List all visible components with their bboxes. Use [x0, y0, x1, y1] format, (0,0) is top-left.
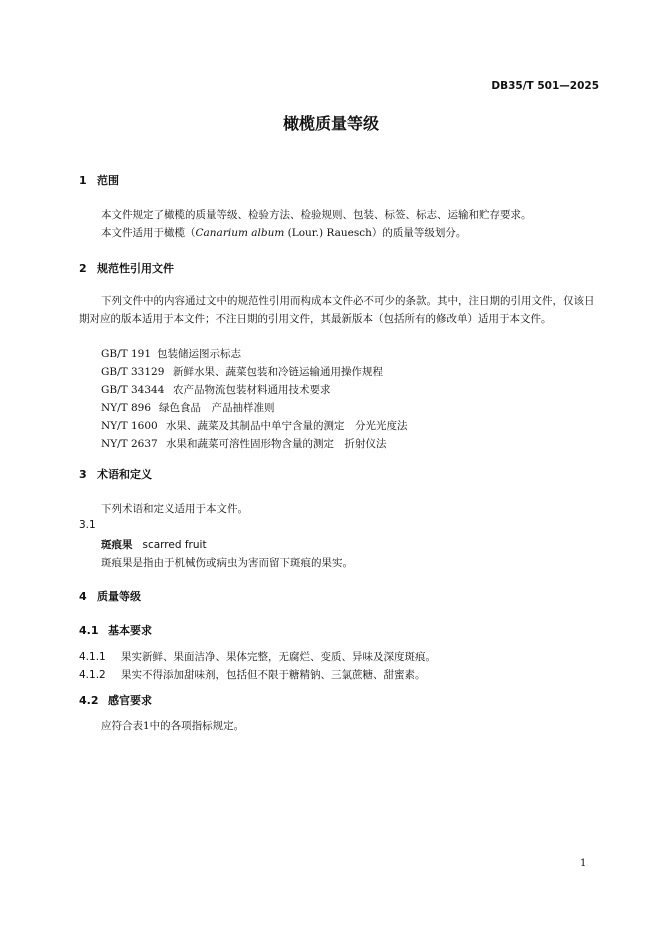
section-title: 术语和定义	[97, 468, 152, 481]
term-entry	[101, 537, 207, 552]
document-title: 橄榄质量等级	[282, 114, 379, 133]
reference-item	[101, 364, 383, 379]
section-number: 1	[79, 174, 87, 187]
subsection-4-1-heading	[79, 622, 152, 638]
subsection-4-2-heading	[79, 692, 152, 708]
reference-item	[101, 418, 408, 433]
section-number: 2	[79, 262, 87, 275]
section-4-heading	[79, 588, 141, 604]
term-number: 3.1	[79, 519, 96, 531]
reference-code: NY/T 1600	[101, 420, 158, 432]
latin-name: Canarium album	[195, 227, 285, 239]
reference-code: NY/T 896	[101, 402, 152, 414]
reference-title: 包装储运图示标志	[157, 348, 241, 360]
reference-title: 新鲜水果、蔬菜包装和冷链运输通用操作规程	[173, 366, 383, 378]
section-2-heading	[79, 260, 174, 276]
clause-text: 果实不得添加甜味剂，包括但不限于糖精钠、三氯蔗糖、甜蜜素。	[121, 669, 426, 681]
subsection-number: 4.2	[79, 694, 99, 707]
sensory-requirements-paragraph: 应符合表1中的各项指标规定。	[101, 720, 245, 732]
subsection-number: 4.1	[79, 624, 99, 637]
clause-item	[79, 667, 426, 682]
section-number: 3	[79, 468, 87, 481]
scope-text-pre: 本文件适用于橄榄（	[101, 227, 196, 239]
clause-item	[79, 649, 436, 664]
reference-code: GB/T 191	[101, 348, 152, 360]
reference-title: 农产品物流包装材料通用技术要求	[173, 384, 331, 396]
scope-paragraph-2	[101, 225, 466, 240]
reference-item	[101, 436, 387, 451]
terms-paragraph: 下列术语和定义适用于本文件。	[101, 503, 248, 515]
term-definition: 斑痕果是指由于机械伤或病虫为害而留下斑痕的果实。	[101, 557, 353, 569]
reference-item	[101, 400, 275, 415]
section-title: 质量等级	[97, 590, 141, 603]
reference-title: 绿色食品 产品抽样准则	[159, 402, 275, 414]
section-3-heading	[79, 466, 152, 482]
scope-text-post: (Lour.) Rauesch）的质量等级划分。	[284, 227, 467, 239]
normative-references-paragraph: 下列文件中的内容通过文中的规范性引用而构成本文件必不可少的条款。其中，注日期的引用文件，仅该日期对应的版本适用于本文件；不注日期的引用文件，其最新版本（包括所有的修改单）适用于本文件。	[79, 295, 595, 325]
section-title: 规范性引用文件	[97, 262, 174, 275]
subsection-title: 感官要求	[108, 694, 152, 707]
reference-item	[101, 382, 331, 397]
term-chinese: 斑痕果	[101, 539, 133, 551]
section-title: 范围	[97, 174, 119, 187]
subsection-title: 基本要求	[108, 624, 152, 637]
clause-text: 果实新鲜、果面洁净、果体完整，无腐烂、变质、异味及深度斑痕。	[121, 651, 436, 663]
reference-code: NY/T 2637	[101, 438, 158, 450]
clause-number: 4.1.2	[79, 669, 106, 681]
reference-code: GB/T 34344	[101, 384, 165, 396]
document-code: DB35/T 501—2025	[491, 80, 599, 92]
term-english: scarred fruit	[142, 539, 207, 551]
reference-title: 水果和蔬菜可溶性固形物含量的测定 折射仪法	[166, 438, 387, 450]
reference-code: GB/T 33129	[101, 366, 165, 378]
reference-item	[101, 346, 241, 361]
reference-title: 水果、蔬菜及其制品中单宁含量的测定 分光光度法	[166, 420, 408, 432]
section-1-heading	[79, 172, 119, 188]
scope-paragraph-1: 本文件规定了橄榄的质量等级、检验方法、检验规则、包装、标签、标志、运输和贮存要求。	[101, 209, 532, 221]
clause-number: 4.1.1	[79, 651, 106, 663]
page-number: 1	[580, 858, 587, 869]
section-number: 4	[79, 590, 87, 603]
